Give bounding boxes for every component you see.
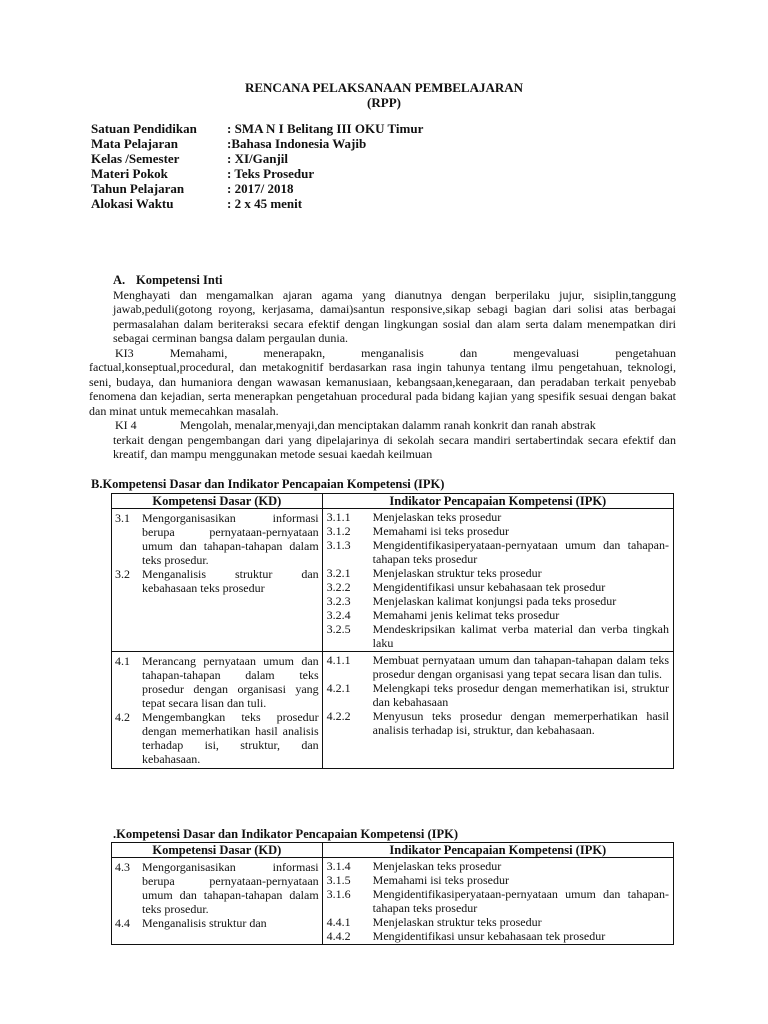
ki1-ki2-paragraph: Menghayati dan mengamalkan ajaran agama yang dianutnya dengan berperilaku jujur, sisiplin,tanggung jawab,peduli(gotong royong, kerjasama, damai)santun responsive,sikap sebagi bagian dari solisi atas berbagai permasalahan dalam beriteraksi secara efektif dengan lingkungan sosial dan alam serta dalam menempatkan diri sebagai cerminan bangsa dalam pergaulan dunia. bbox=[113, 287, 676, 345]
column-header-ipk: Indikator Pencapaian Kompetensi (IPK) bbox=[322, 843, 673, 858]
document-subtitle: (RPP) bbox=[367, 95, 401, 110]
ki3-paragraph: factual,konseptual,procedural, dan metakognitif berdasarkan rasa ingin tahunya tentang ilmu pengetahuan, teknologi, seni, budaya, dan humaniora dengan wawasan kemanusiaan, kebangsaan,kenegaraan, dan peradaban terkait penyebab fenomena dan kejadian, serta menerapkan pengetahuan procedural pada bidang kajian yang spesifik sesuai dengan bakat dan minat untuk memecahkan masalah. bbox=[89, 360, 676, 418]
ipk-item: 4.2.1 Melengkapi teks prosedur dengan memerhatikan isi, struktur dan kebahasaan bbox=[326, 681, 669, 709]
table-row bbox=[112, 652, 674, 769]
kompetensi-inti-section bbox=[89, 273, 676, 462]
column-header-kd: Kompetensi Dasar (KD) bbox=[112, 843, 323, 858]
kd-ipk-table bbox=[111, 493, 674, 769]
ipk-item: 3.1.3 Mengidentifikasiperyataan-pernyataan umum dan tahapan-tahapan teks prosedur bbox=[326, 538, 669, 566]
table-header-row bbox=[112, 843, 674, 858]
ki3-first-line: KI3 Memahami, menerapakn, menganalisis dan mengevaluasi pengetahuan bbox=[115, 345, 676, 360]
ipk-item: 3.2.3 Menjelaskan kalimat konjungsi pada teks prosedur bbox=[326, 594, 617, 608]
kd-ipk-table-2 bbox=[111, 842, 674, 945]
kd-item: 3.1 Mengorganisasikan informasi berupa pernyataan-pernyataan umum dan tahapan-tahapan dalam teks prosedur. bbox=[115, 511, 319, 567]
ki4-paragraph: terkait dengan pengembangan dari yang dipelajarinya di sekolah secara mandiri sertabertindak secara efektif dan kreatif, dan mampu menggunakan metode sesuai kaedah keilmuan bbox=[113, 432, 676, 461]
meta-row: Kelas /Semester : XI/Ganjil bbox=[91, 151, 289, 166]
ipk-item: 3.2.5 Mendeskripsikan kalimat verba material dan verba tingkah laku bbox=[326, 622, 669, 650]
kd-item: 4.2 Mengembangkan teks prosedur dengan memerhatikan hasil analisis terhadap isi, struktur, dan kebahasaan. bbox=[115, 710, 319, 766]
ipk-item: 3.1.2 Memahami isi teks prosedur bbox=[326, 524, 509, 538]
table-row bbox=[112, 858, 674, 945]
ipk-item: 3.2.4 Memahami jenis kelimat teks prosedur bbox=[326, 608, 560, 622]
ipk-item: 4.4.1 Menjelaskan struktur teks prosedur bbox=[326, 915, 542, 929]
column-header-kd: Kompetensi Dasar (KD) bbox=[112, 494, 323, 509]
ipk-item: 3.1.4 Menjelaskan teks prosedur bbox=[326, 859, 502, 873]
ipk-item: 3.1.6 Mengidentifikasiperyataan-pernyataan umum dan tahapan-tahapan teks prosedur bbox=[326, 887, 669, 915]
ipk-item: 4.4.2 Mengidentifikasi unsur kebahasaan tek prosedur bbox=[326, 929, 606, 943]
table-header-row bbox=[112, 494, 674, 509]
meta-row: Mata Pelajaran :Bahasa Indonesia Wajib bbox=[91, 136, 367, 151]
kd-item: 3.2 Menganalisis struktur dan kebahasaan teks prosedur bbox=[115, 567, 319, 595]
ipk-item: 3.2.2 Mengidentifikasi unsur kebahasaan tek prosedur bbox=[326, 580, 606, 594]
kd-item: 4.4 Menganalisis struktur dan bbox=[115, 916, 267, 930]
section-c-title: .Kompetensi Dasar dan Indikator Pencapaian Kompetensi (IPK) bbox=[113, 827, 459, 841]
column-header-ipk: Indikator Pencapaian Kompetensi (IPK) bbox=[322, 494, 673, 509]
meta-row: Materi Pokok : Teks Prosedur bbox=[91, 166, 315, 181]
kd-item: 4.1 Merancang pernyataan umum dan tahapan-tahapan dalam teks prosedur dengan organisasi yang tepat secara lisan dan tuli. bbox=[115, 654, 319, 710]
ipk-item: 3.2.1 Menjelaskan struktur teks prosedur bbox=[326, 566, 542, 580]
ki4-first-line: KI 4 Mengolah, menalar,menyaji,dan menciptakan dalamm ranah konkrit dan ranah abstrak bbox=[115, 418, 596, 432]
section-b-title: B.Kompetensi Dasar dan Indikator Pencapaian Kompetensi (IPK) bbox=[91, 477, 445, 491]
ipk-item: 4.2.2 Menyusun teks prosedur dengan memerperhatikan hasil analisis terhadap isi, struktur, dan kebahasaan. bbox=[326, 709, 669, 737]
section-heading: A. Kompetensi Inti bbox=[113, 273, 223, 287]
kd-item: 4.3 Mengorganisasikan informasi berupa pernyataan-pernyataan umum dan tahapan-tahapan dalam teks prosedur. bbox=[115, 860, 319, 916]
identity-block bbox=[91, 121, 423, 211]
meta-row: Alokasi Waktu : 2 x 45 menit bbox=[91, 196, 303, 211]
meta-row: Tahun Pelajaran : 2017/ 2018 bbox=[91, 181, 294, 196]
meta-row: Satuan Pendidikan : SMA N I Belitang III OKU Timur bbox=[91, 121, 424, 136]
document-title: RENCANA PELAKSANAAN PEMBELAJARAN bbox=[244, 80, 524, 95]
ipk-item: 4.1.1 Membuat pernyataan umum dan tahapan-tahapan dalam teks prosedur dengan organisasi yang tepat secara lisan dan tulis. bbox=[326, 653, 669, 681]
ipk-item: 3.1.1 Menjelaskan teks prosedur bbox=[326, 510, 502, 524]
ipk-item: 3.1.5 Memahami isi teks prosedur bbox=[326, 873, 509, 887]
table-row bbox=[112, 509, 674, 652]
